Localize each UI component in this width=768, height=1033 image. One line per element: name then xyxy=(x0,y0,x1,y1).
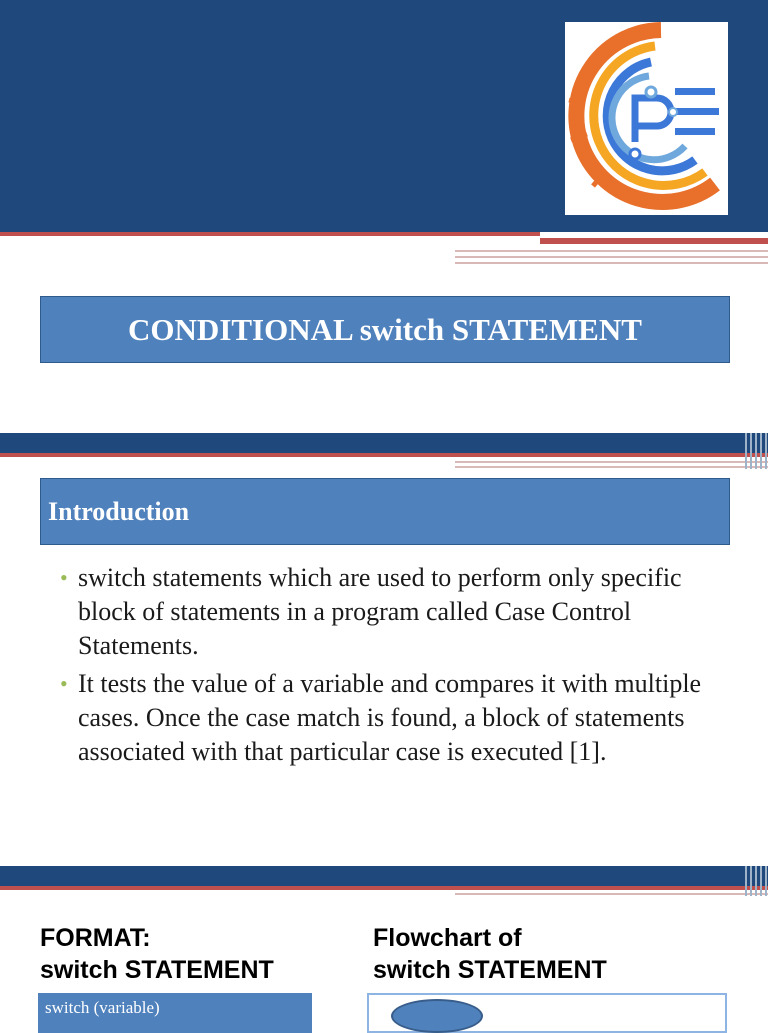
cpe-logo xyxy=(565,22,728,215)
accent-stripe xyxy=(455,250,768,252)
edge-stripes xyxy=(745,433,768,469)
flowchart-heading xyxy=(373,922,607,986)
flowchart-start-node xyxy=(391,999,483,1033)
accent-stripe xyxy=(455,256,768,258)
code-line: switch (variable) xyxy=(45,998,160,1017)
slide-title xyxy=(40,296,730,363)
format-heading-line2: switch STATEMENT xyxy=(40,956,274,984)
accent-line xyxy=(0,886,768,890)
format-heading xyxy=(40,922,274,986)
introduction-heading-text: Introduction xyxy=(48,496,190,526)
accent-line xyxy=(540,238,768,244)
accent-stripe xyxy=(455,461,768,463)
bullet-list xyxy=(60,561,740,773)
edge-stripes xyxy=(745,866,768,896)
accent-line xyxy=(0,232,540,236)
accent-line xyxy=(0,453,768,457)
accent-stripe xyxy=(455,262,768,264)
bullet-icon: • xyxy=(60,565,68,590)
flowchart-heading-line2: switch STATEMENT xyxy=(373,956,607,984)
introduction-heading xyxy=(40,478,730,545)
format-heading-line1: FORMAT: xyxy=(40,924,151,952)
cpe-logo-icon xyxy=(565,22,728,215)
code-block xyxy=(38,993,312,1033)
slide2-header-band xyxy=(0,433,768,453)
slide-title-text: CONDITIONAL switch STATEMENT xyxy=(128,311,642,347)
list-item xyxy=(60,667,740,769)
list-item xyxy=(60,561,740,663)
slide3-header-band xyxy=(0,866,768,886)
accent-stripe xyxy=(455,466,768,468)
flowchart-heading-line1: Flowchart of xyxy=(373,924,522,952)
bullet-text: switch statements which are used to perform only specific block of statements in a program called Case Control Statements. xyxy=(78,563,682,660)
accent-stripe xyxy=(455,893,768,895)
bullet-text: It tests the value of a variable and compares it with multiple cases. Once the case match is found, a block of statements associated with that particular case is executed [1]. xyxy=(78,669,702,766)
bullet-icon: • xyxy=(60,671,68,696)
